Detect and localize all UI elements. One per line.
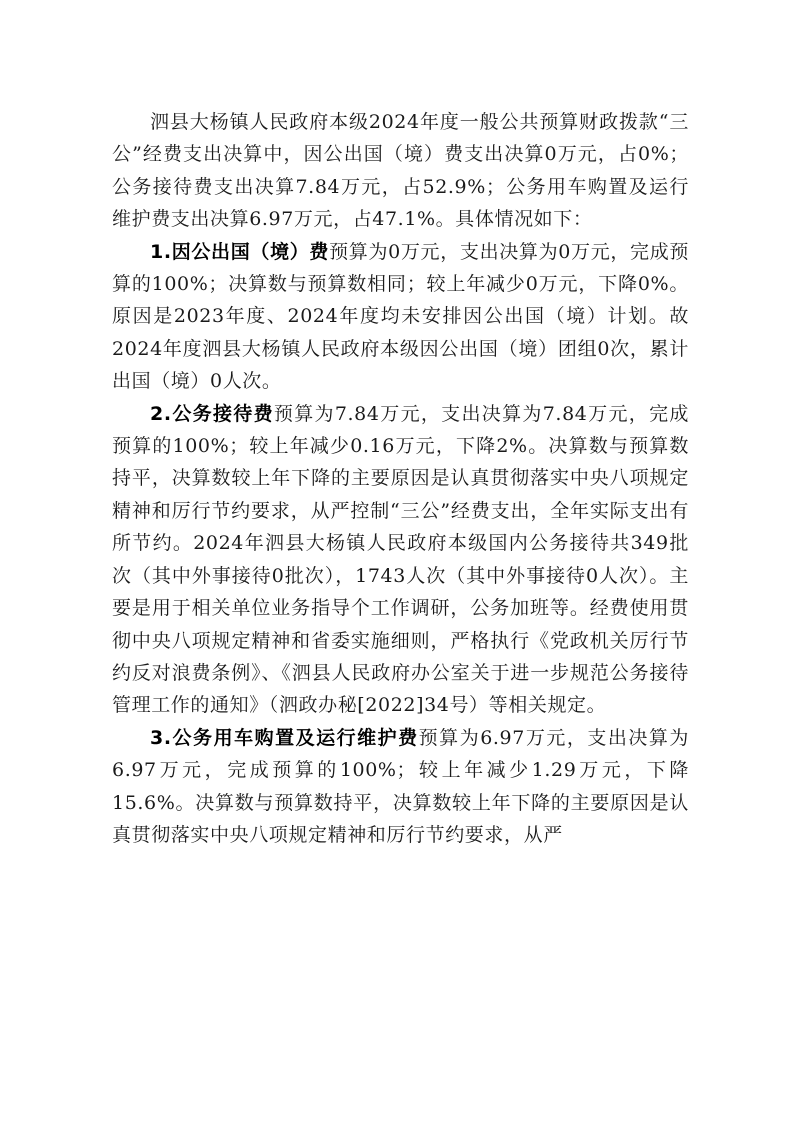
section-body: 预算为0万元，支出决算为0万元，完成预算的100%；决算数与预算数相同；较上年减少0万元，下降0%。原因是2023年度、2024年度均未安排因公出国（境）计划。故2024年度泗县大杨镇人民政府本级因公出国（境）团组0次，累计出国（境）0人次。 (112, 240, 689, 393)
section-official-vehicles (112, 722, 689, 852)
section-heading: 3.公务用车购置及运行维护费 (150, 726, 419, 749)
section-heading: 2.公务接待费 (150, 402, 274, 425)
intro-paragraph: 泗县大杨镇人民政府本级2024年度一般公共预算财政拨款“三公”经费支出决算中，因公出国（境）费支出决算0万元，占0%；公务接待费支出决算7.84万元，占52.9%；公务用车购置及运行维护费支出决算6.97万元，占47.1%。具体情况如下： (112, 111, 689, 231)
section-official-reception (112, 398, 689, 722)
section-body: 预算为7.84万元，支出决算为7.84万元，完成预算的100%；较上年减少0.16万元，下降2%。决算数与预算数持平，决算数较上年下降的主要原因是认真贯彻落实中央八项规定精神和厉行节约要求，从严控制“三公”经费支出，全年实际支出有所节约。2024年泗县大杨镇人民政府本级国内公务接待共349批次（其中外事接待0批次），1743人次（其中外事接待0人次）。主要是用于相关单位业务指导个工作调研，公务加班等。经费使用贯彻中央八项规定精神和省委实施细则，严格执行《党政机关厉行节约反对浪费条例》、《泗县人民政府办公室关于进一步规范公务接待管理工作的通知》（泗政办秘[2022]34号）等相关规定。 (112, 402, 689, 717)
section-outbound-travel (112, 236, 689, 398)
section-body: 预算为6.97万元，支出决算为6.97万元，完成预算的100%；较上年减少1.29万元，下降15.6%。决算数与预算数持平，决算数较上年下降的主要原因是认真贯彻落实中央八项规定精神和厉行节约要求，从严 (112, 726, 689, 846)
section-heading: 1.因公出国（境）费 (150, 240, 330, 263)
document-body (112, 106, 689, 851)
